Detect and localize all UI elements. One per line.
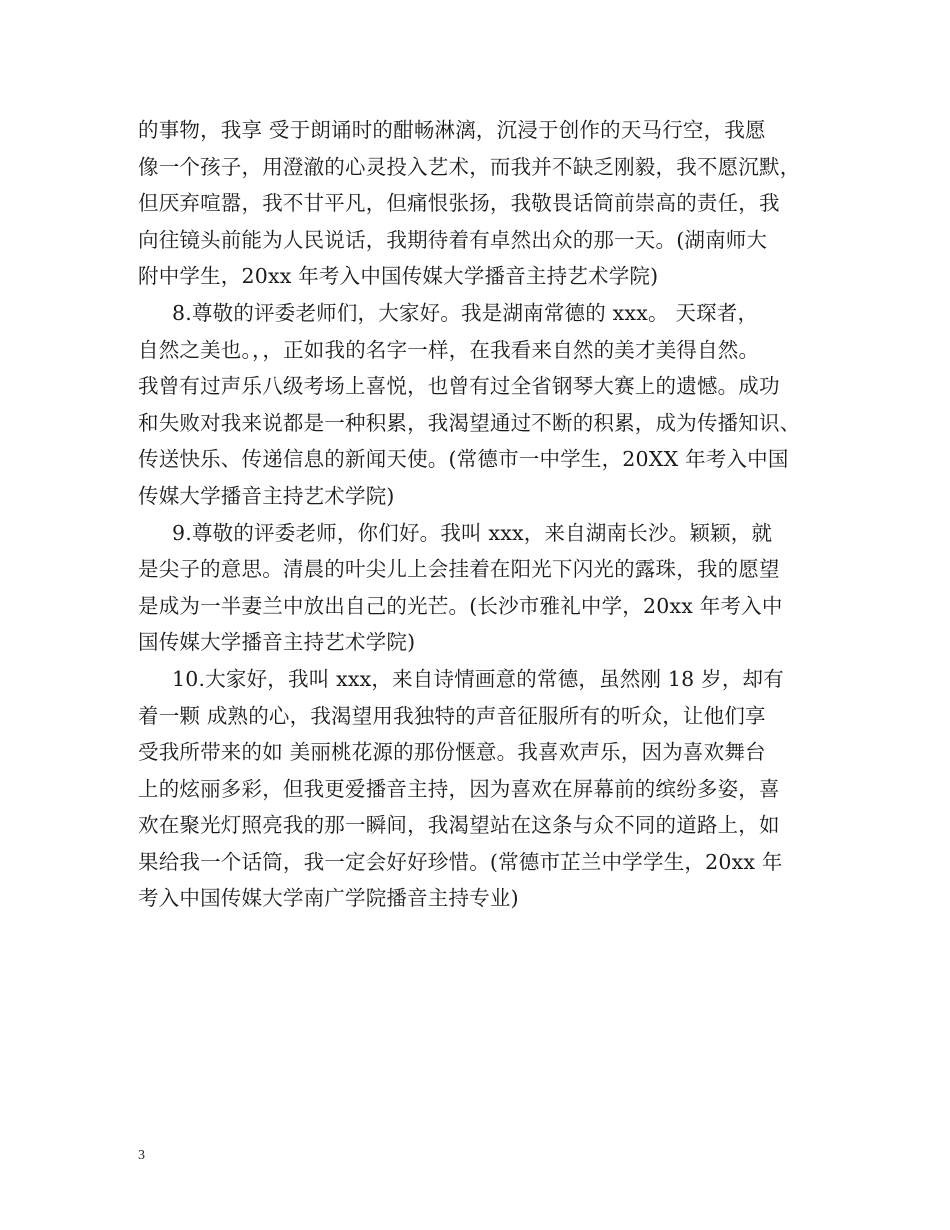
text-line: 的事物，我享 受于朗诵时的酣畅淋漓，沉浸于创作的天马行空，我愿 — [138, 118, 766, 142]
paragraph-start-line: 9.尊敬的评委老师，你们好。我叫 xxx，来自湖南长沙。颖颖，就 — [172, 520, 773, 545]
text-line: 传送快乐、传递信息的新闻天使。(常德市一中学生，20XX 年考入中国 — [138, 447, 789, 472]
text-line: 受我所带来的如 美丽桃花源的那份惬意。我喜欢声乐，因为喜欢舞台 — [138, 740, 766, 765]
text-line: 是成为一半妻兰中放出自己的光芒。(长沙市雅礼中学，20xx 年考入中 — [138, 593, 783, 618]
document-body — [138, 112, 818, 917]
text-line: 但厌弃喧嚣，我不甘平凡，但痛恨张扬，我敬畏话筒前崇高的责任，我 — [138, 191, 780, 216]
paragraph-start-line: 8.尊敬的评委老师们，大家好。我是湖南常德的 xxx。 天琛者， — [172, 300, 759, 325]
text-line: 上的炫丽多彩，但我更爱播音主持，因为喜欢在屏幕前的缤纷多姿，喜 — [138, 776, 780, 801]
text-line: 和失败对我来说都是一种积累，我渴望通过不断的积累，成为传播知识、 — [138, 410, 801, 435]
text-line: 果给我一个话筒，我一定会好好珍惜。(常德市芷兰中学学生，20xx 年 — [138, 849, 783, 874]
text-line: 自然之美也。，，正如我的名字一样，在我看来自然的美才美得自然。 — [138, 337, 760, 362]
page-number: 3 — [138, 1148, 145, 1163]
text-line: 考入中国传媒大学南广学院播音主持专业) — [138, 886, 519, 911]
text-line: 像一个孩子，用澄澈的心灵投入艺术，而我并不缺乏刚毅，我不愿沉默， — [138, 154, 801, 179]
text-line: 欢在聚光灯照亮我的那一瞬间，我渴望站在这条与众不同的道路上，如 — [138, 813, 780, 838]
text-line: 向往镜头前能为人民说话，我期待着有卓然出众的那一天。(湖南师大 — [138, 227, 768, 252]
text-line: 国传媒大学播音主持艺术学院) — [138, 630, 416, 655]
paragraph-start-line: 10.大家好，我叫 xxx，来自诗情画意的常德，虽然刚 18 岁，却有 — [172, 666, 784, 691]
text-line: 我曾有过声乐八级考场上喜悦，也曾有过全省钢琴大赛上的遗憾。成功 — [138, 374, 780, 399]
text-line: 是尖子的意思。清晨的叶尖儿上会挂着在阳光下闪光的露珠，我的愿望 — [138, 557, 780, 582]
text-line: 附中学生，20xx 年考入中国传媒大学播音主持艺术学院) — [138, 264, 659, 289]
text-line: 着一颗 成熟的心，我渴望用我独特的声音征服所有的听众，让他们享 — [138, 703, 766, 728]
text-line: 传媒大学播音主持艺术学院) — [138, 483, 395, 508]
